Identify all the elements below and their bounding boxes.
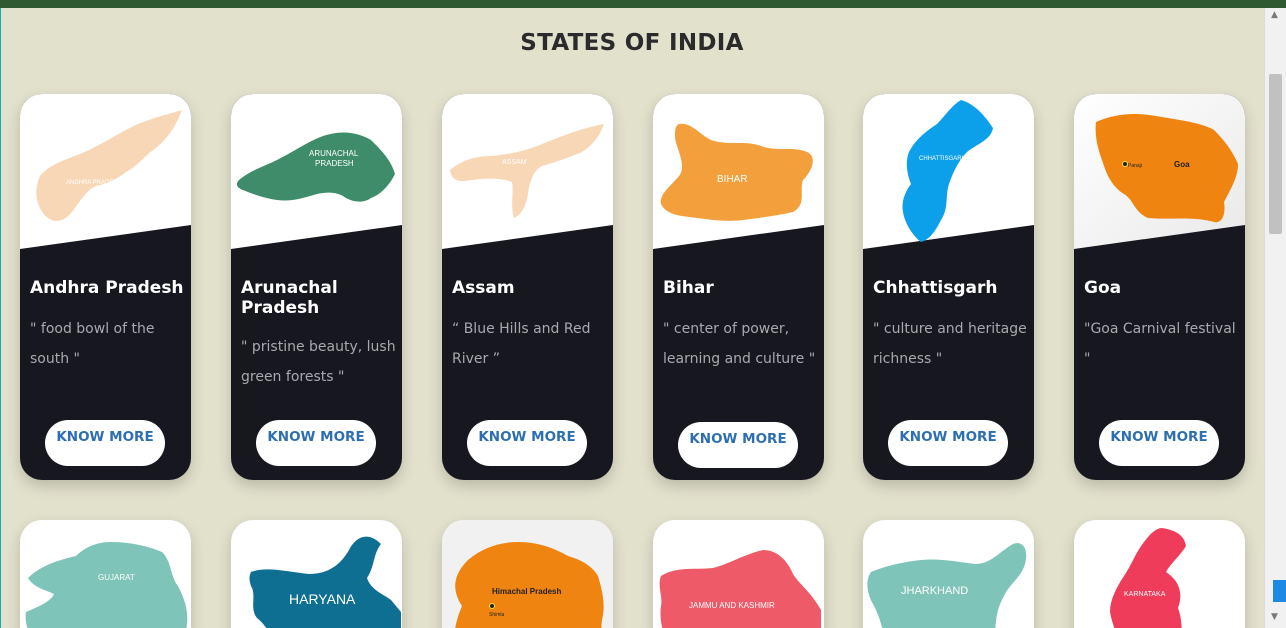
scrollbar-thumb[interactable] (1269, 74, 1282, 234)
state-card-karnataka (1074, 520, 1245, 628)
know-more-button[interactable]: KNOW MORE (888, 420, 1008, 466)
state-name: Andhra Pradesh (30, 278, 184, 298)
state-card-jharkhand (863, 520, 1034, 628)
assam-map-icon (442, 94, 613, 254)
floating-widget-edge[interactable] (1273, 580, 1286, 602)
window-edge (0, 0, 1, 628)
state-name: Goa (1084, 278, 1122, 298)
svg-text:ARUNACHAL: ARUNACHAL (309, 149, 359, 158)
svg-text:GUJARAT: GUJARAT (98, 573, 135, 582)
state-card-andhra-pradesh (20, 94, 191, 480)
andhra-pradesh-map-icon (20, 94, 191, 254)
himachal-pradesh-map-icon (442, 520, 613, 628)
state-card-assam (442, 94, 613, 480)
state-tagline: “ Blue Hills and Red River ” (452, 321, 591, 367)
know-more-button[interactable]: KNOW MORE (1099, 420, 1219, 466)
svg-text:Himachal Pradesh: Himachal Pradesh (492, 587, 562, 596)
svg-text:ASSAM: ASSAM (502, 159, 527, 166)
svg-text:ANDHRA PRADESH: ANDHRA PRADESH (66, 180, 122, 186)
state-name: Bihar (663, 278, 714, 298)
state-card-jammu-and-kashmir (653, 520, 824, 628)
svg-text:Goa: Goa (1174, 160, 1190, 169)
state-tagline: "Goa Carnival festival " (1084, 321, 1236, 367)
state-card-arunachal-pradesh (231, 94, 402, 480)
svg-text:JHARKHAND: JHARKHAND (901, 585, 969, 597)
page-scrollbar[interactable] (1264, 8, 1286, 628)
state-name: Assam (452, 278, 515, 298)
page-title: STATES OF INDIA (520, 30, 744, 56)
state-card-himachal-pradesh (442, 520, 613, 628)
arunachal-pradesh-map-icon (231, 94, 402, 254)
svg-text:CHHATTISGARH: CHHATTISGARH (919, 156, 966, 162)
svg-text:HARYANA: HARYANA (289, 591, 356, 607)
svg-text:Panaji: Panaji (1128, 163, 1142, 169)
svg-text:BIHAR: BIHAR (717, 174, 748, 185)
gujarat-map-icon (20, 520, 191, 628)
haryana-map-icon (231, 520, 402, 628)
svg-text:Shimla: Shimla (489, 612, 505, 618)
state-name: Arunachal Pradesh (241, 278, 338, 318)
svg-text:PRADESH: PRADESH (315, 159, 354, 168)
state-tagline: " center of power, learning and culture " (663, 321, 816, 367)
chhattisgarh-map-icon (863, 94, 1034, 254)
karnataka-map-icon (1074, 520, 1245, 628)
scroll-down-arrow-icon[interactable]: ▼ (1271, 612, 1278, 622)
jharkhand-map-icon (863, 520, 1034, 628)
svg-text:KARNATAKA: KARNATAKA (1124, 591, 1166, 598)
know-more-button[interactable]: KNOW MORE (45, 420, 165, 466)
jammu-and-kashmir-map-icon (653, 520, 824, 628)
state-card-goa (1074, 94, 1245, 480)
state-name: Chhattisgarh (873, 278, 998, 298)
svg-text:JAMMU AND KASHMIR: JAMMU AND KASHMIR (689, 601, 775, 610)
bihar-map-icon (653, 94, 824, 254)
state-card-bihar (653, 94, 824, 480)
state-card-chhattisgarh (863, 94, 1034, 480)
know-more-button[interactable]: KNOW MORE (467, 420, 587, 466)
top-navbar (0, 0, 1286, 8)
scroll-up-arrow-icon[interactable]: ▲ (1271, 10, 1278, 20)
know-more-button[interactable]: KNOW MORE (678, 422, 798, 468)
state-tagline: " culture and heritage richness " (873, 321, 1027, 367)
goa-map-icon (1074, 94, 1245, 254)
state-tagline: " food bowl of the south " (30, 321, 155, 367)
state-card-haryana (231, 520, 402, 628)
state-tagline: " pristine beauty, lush green forests " (241, 339, 396, 385)
state-card-gujarat (20, 520, 191, 628)
know-more-button[interactable]: KNOW MORE (256, 420, 376, 466)
